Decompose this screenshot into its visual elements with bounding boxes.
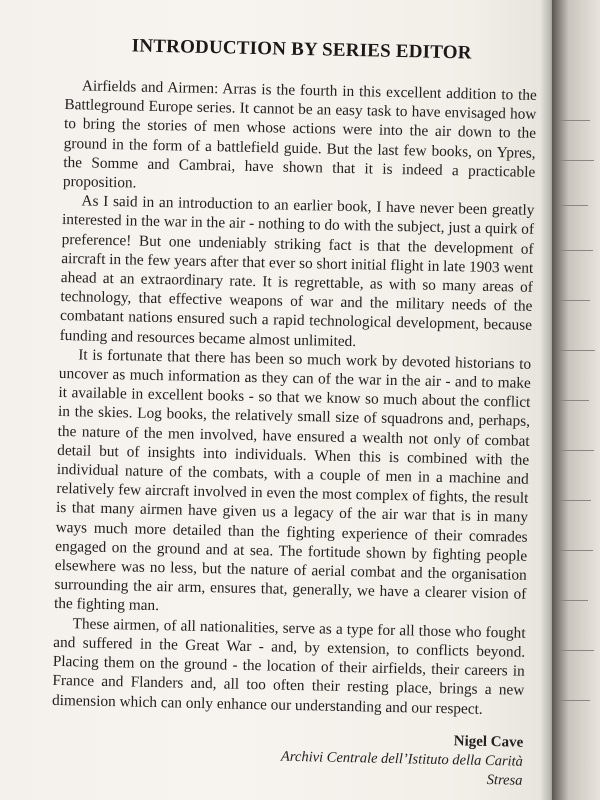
author-name: Nigel Cave [453,732,524,751]
adjacent-page-edge [552,0,600,800]
paragraph-4: These airmen, of all nationalities, serve as a type for all those who fought and suffered in the Great War - and, by extension, to conflicts beyond. Placing them on the ground - the location of their airfields, their careers in France and Flanders and, all too often their resting place, brings a new dimension which can only enhance our understanding and our respect. [51,614,526,718]
page-title: INTRODUCTION BY SERIES EDITOR [131,35,472,64]
paragraph-3: It is fortunate that there has been so much work by devoted historians to uncover as much information as they can of the war in the air - and to make it available in excellent books - so that we know so much about the conflict in the skies. Log books, the relatively small size of squadrons and, perhaps, the nature of the men involved, have ensured a wealth not only of combat detail but of insights into individuals. When this is combined with the individual nature of the combats, with a couple of men in a machine and relatively few aircraft involved in even the most complex of fights, the result is that many airmen have given us a legacy of the air war that is in many ways much more detailed than the fighting experience of their comrades engaged on the ground and at sea. The fortitude shown by fighting people elsewhere was no less, but the nature of aerial combat and the organisation surrounding the air arm, ensures that, generally, we have a clearer vision of the fighting man. [53,346,532,615]
author-location: Stresa [486,771,523,789]
paragraph-2: As I said in an introduction to an earlier book, I have never been greatly interested in the war in the air - nothing to do with the subject, just a quirk of preference! But one undeniably striking fact is that the development of aircraft in the few years after that ever so short initial flight in late 1903 went ahead at an extraordinary rate. It is regrettable, as with so many areas of technology, that effective weapons of war and the military needs of the combatant nations ensured such a rapid technological development, because funding and resources became almost unlimited. [59,192,535,350]
signoff [50,724,523,791]
page-content [50,34,538,790]
paragraph-1: Airfields and Airmen: Arras is the fourth in this excellent addition to the Battleground Europe series. It cannot be an easy task to have envisaged how to bring the stories of men whose actions were into the air down to the ground in the form of a battlefield guide. But the last few books, on Ypres, the Somme and Cambrai, have shown that it is indeed a practicable proposition. [62,77,537,192]
author-affiliation: Archivi Centrale dell’Istituto della Carità [280,748,524,770]
